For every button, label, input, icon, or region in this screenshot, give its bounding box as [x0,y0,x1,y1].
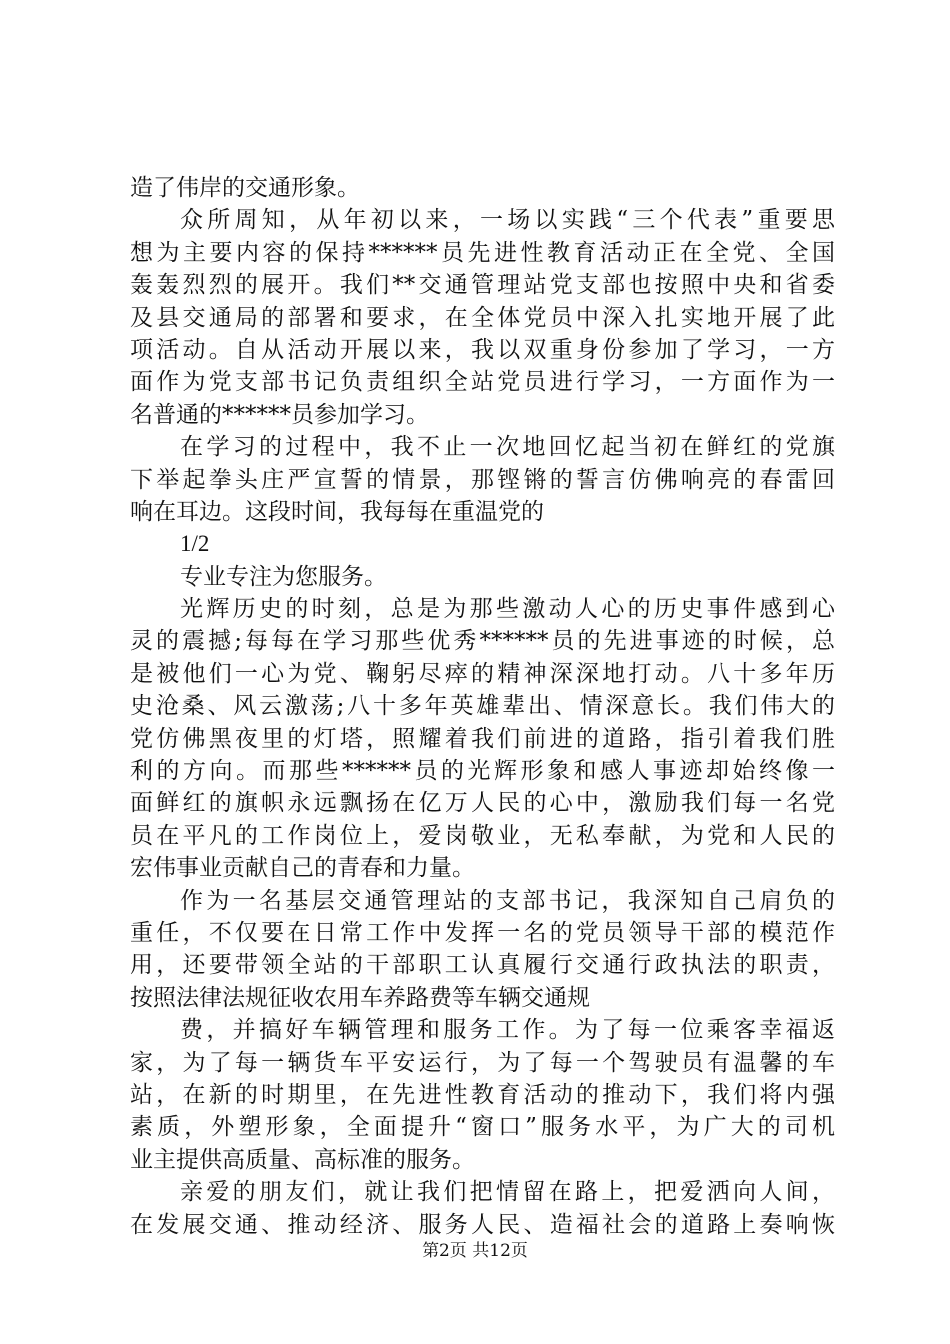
paragraph-start-line: 费，并搞好车辆管理和服务工作。为了每一位乘客幸福返 [180,1017,835,1044]
paragraph-start-line: 众所周知，从年初以来，一场以实践“三个代表”重要思 [180,207,835,234]
text-line: 造了伟岸的交通形象。 [130,175,360,201]
document-body [130,172,835,1241]
text-line: 党仿佛黑夜里的灯塔，照耀着我们前进的道路，指引着我们胜 [130,725,835,752]
text-line: 重任，不仅要在日常工作中发挥一名的党员领导干部的模范作 [130,919,835,946]
paragraph-start-line: 光辉历史的时刻，总是为那些激动人心的历史事件感到心 [180,596,835,623]
paragraph-start-line: 在学习的过程中，我不止一次地回忆起当初在鲜红的党旗 [180,434,835,461]
text-line: 用，还要带领全站的干部职工认真履行交通行政执法的职责， [130,952,835,979]
inline-page-marker: 1/2 [180,531,210,557]
text-line: 及县交通局的部署和要求，在全体党员中深入扎实地开展了此 [130,304,835,331]
text-line: 灵的震撼;每每在学习那些优秀******员的先进事迹的时候，总 [130,628,835,655]
text-line: 史沧桑、风云激荡;八十多年英雄辈出、情深意长。我们伟大的 [130,693,835,720]
text-line: 家，为了每一辆货车平安运行，为了每一个驾驶员有温馨的车 [130,1049,835,1076]
text-line: 业主提供高质量、高标准的服务。 [130,1146,475,1173]
text-line: 站，在新的时期里，在先进性教育活动的推动下，我们将内强 [130,1081,835,1108]
text-line: 轰轰烈烈的展开。我们**交通管理站党支部也按照中央和省委 [130,272,835,299]
text-line: 想为主要内容的保持******员先进性教育活动正在全党、全国 [130,239,835,266]
text-line: 响在耳边。这段时间，我每每在重温党的 [130,498,544,525]
service-note-line: 专业专注为您服务。 [180,563,387,590]
text-line: 宏伟事业贡献自己的青春和力量。 [130,855,475,882]
text-line: 素质，外塑形象，全面提升“窗口”服务水平，为广大的司机 [130,1114,835,1141]
paragraph-start-line: 亲爱的朋友们，就让我们把情留在路上，把爱洒向人间， [180,1179,835,1206]
text-line: 面作为党支部书记负责组织全站党员进行学习，一方面作为一 [130,369,835,396]
text-line: 面鲜红的旗帜永远飘扬在亿万人民的心中，激励我们每一名党 [130,790,835,817]
text-line: 下举起拳头庄严宣誓的情景，那铿锵的誓言仿佛响亮的春雷回 [130,466,835,493]
text-line: 按照法律法规征收农用车养路费等车辆交通规 [130,984,590,1011]
text-line: 员在平凡的工作岗位上，爱岗敬业，无私奉献，为党和人民的 [130,822,835,849]
text-line: 项活动。自从活动开展以来，我以双重身份参加了学习，一方 [130,336,835,363]
text-line: 在发展交通、推动经济、服务人民、造福社会的道路上奏响恢 [130,1211,835,1238]
text-line: 名普通的******员参加学习。 [130,401,429,428]
page-number-label: 第2页 共12页 [422,1241,528,1261]
page-footer [0,1240,950,1262]
text-line: 是被他们一心为党、鞠躬尽瘁的精神深深地打动。八十多年历 [130,660,835,687]
text-line: 利的方向。而那些******员的光辉形象和感人事迹却始终像一 [130,758,835,785]
paragraph-start-line: 作为一名基层交通管理站的支部书记，我深知自己肩负的 [180,887,835,914]
